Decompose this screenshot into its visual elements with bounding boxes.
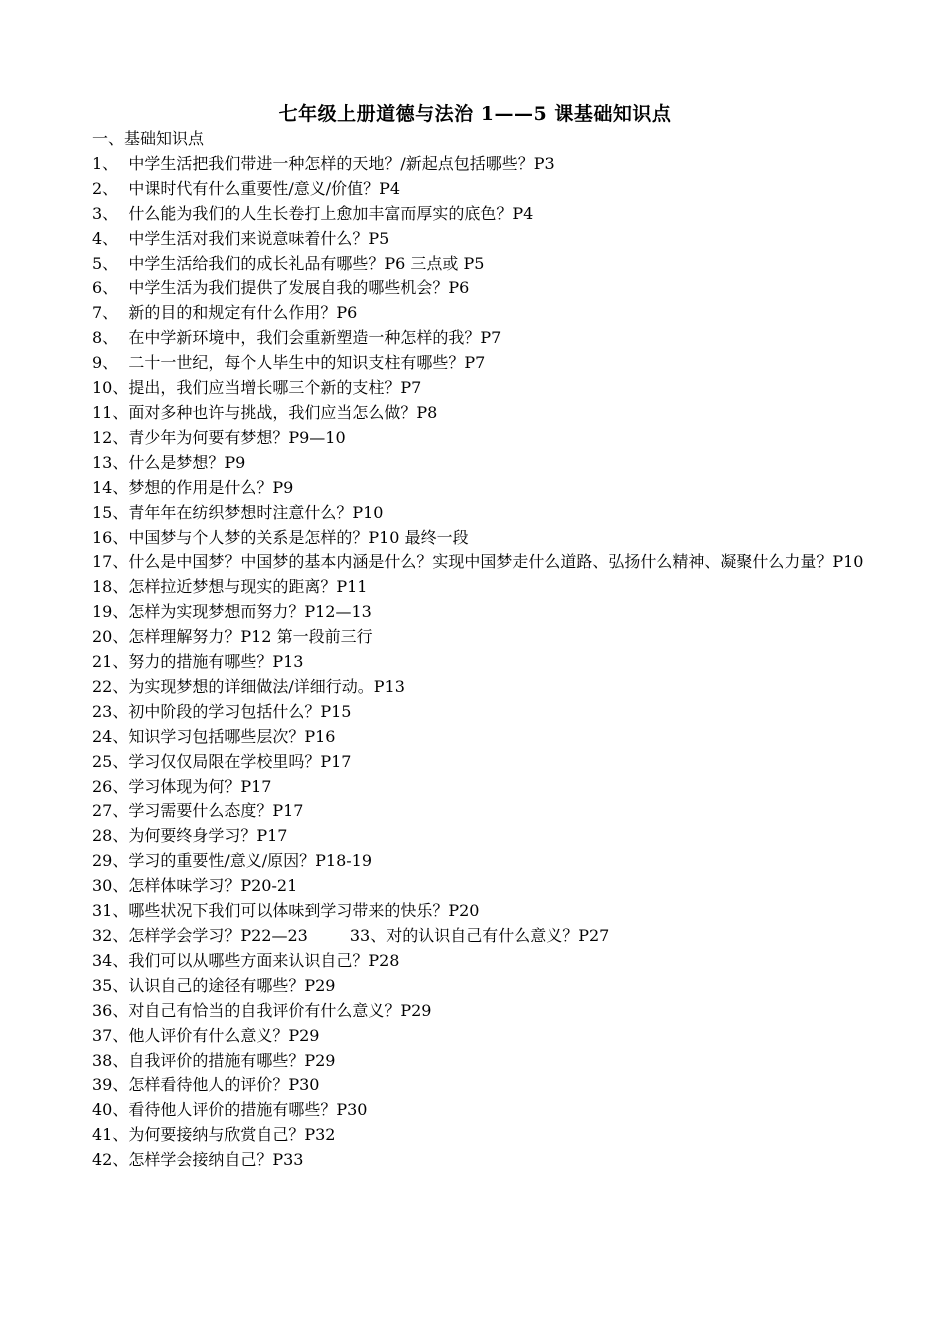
list-item: 27、学习需要什么态度？P17 [92, 801, 304, 821]
list-item: 16、中国梦与个人梦的关系是怎样的？P10 最终一段 [92, 527, 469, 547]
list-item: 34、我们可以从哪些方面来认识自己？P28 [92, 950, 400, 970]
list-item: 15、青年年在纺织梦想时注意什么？P10 [92, 502, 384, 522]
list-item: 25、学习仅仅局限在学校里吗？P17 [92, 751, 352, 771]
list-item: 19、怎样为实现梦想而努力？P12—13 [92, 602, 372, 622]
list-item: 30、怎样体味学习？P20-21 [92, 876, 298, 896]
list-item: 39、怎样看待他人的评价？P30 [92, 1075, 320, 1095]
list-item: 26、学习体现为何？P17 [92, 776, 272, 796]
section-heading: 一、基础知识点 [92, 129, 205, 148]
list-item: 12、青少年为何要有梦想？P9—10 [92, 427, 346, 447]
list-item: 13、什么是梦想？P9 [92, 452, 246, 472]
document-body [92, 127, 882, 1173]
list-item: 23、初中阶段的学习包括什么？P15 [92, 701, 352, 721]
list-item: 24、知识学习包括哪些层次？P16 [92, 726, 336, 746]
list-item: 36、对自己有恰当的自我评价有什么意义？P29 [92, 1000, 432, 1020]
list-item: 4、 中学生活对我们来说意味着什么？P5 [92, 228, 390, 248]
document-title: 七年级上册道德与法治 1——5 课基础知识点 [278, 103, 672, 125]
list-item: 33、对的认识自己有什么意义？P27 [349, 926, 610, 945]
list-item: 22、为实现梦想的详细做法/详细行动。P13 [92, 676, 405, 696]
list-item: 21、努力的措施有哪些？P13 [92, 652, 304, 672]
list-item: 31、哪些状况下我们可以体味到学习带来的快乐？P20 [92, 901, 480, 921]
list-item: 7、 新的目的和规定有什么作用？P6 [92, 303, 358, 323]
list-item: 6、 中学生活为我们提供了发展自我的哪些机会？P6 [92, 278, 470, 298]
list-item: 3、 什么能为我们的人生长卷打上愈加丰富而厚实的底色？P4 [92, 203, 534, 223]
list-item: 32、怎样学会学习？P22—23 [92, 926, 308, 945]
list-item: 38、自我评价的措施有哪些？P29 [92, 1050, 336, 1070]
list-item: 20、怎样理解努力？P12 第一段前三行 [92, 627, 373, 647]
list-item: 29、学习的重要性/意义/原因？P18-19 [92, 851, 373, 871]
list-item: 35、认识自己的途径有哪些？P29 [92, 975, 336, 995]
list-item: 42、怎样学会接纳自己？P33 [92, 1150, 304, 1170]
list-item: 18、怎样拉近梦想与现实的距离？P11 [92, 577, 368, 597]
list-item: 17、什么是中国梦？中国梦的基本内涵是什么？实现中国梦走什么道路、弘扬什么精神、凝聚什么力量？P10 [92, 552, 864, 572]
list-item: 8、 在中学新环境中，我们会重新塑造一种怎样的我？P7 [92, 328, 502, 348]
list-item: 40、看待他人评价的措施有哪些？P30 [92, 1100, 368, 1120]
list-item: 9、 二十一世纪，每个人毕生中的知识支柱有哪些？P7 [92, 353, 486, 373]
list-item: 37、他人评价有什么意义？P29 [92, 1025, 320, 1045]
list-item: 14、梦想的作用是什么？P9 [92, 477, 294, 497]
list-item: 41、为何要接纳与欣赏自己？P32 [92, 1125, 336, 1145]
list-item: 1、 中学生活把我们带进一种怎样的天地？/新起点包括哪些？P3 [92, 153, 555, 173]
list-item: 2、 中课时代有什么重要性/意义/价值？P4 [92, 178, 401, 198]
list-item: 11、面对多种也许与挑战，我们应当怎么做？P8 [92, 402, 438, 422]
list-item: 5、 中学生活给我们的成长礼品有哪些？P6 三点或 P5 [92, 253, 485, 273]
combined-list-line [92, 924, 882, 949]
list-item: 10、提出，我们应当增长哪三个新的支柱？P7 [92, 378, 422, 398]
list-item: 28、为何要终身学习？P17 [92, 826, 288, 846]
